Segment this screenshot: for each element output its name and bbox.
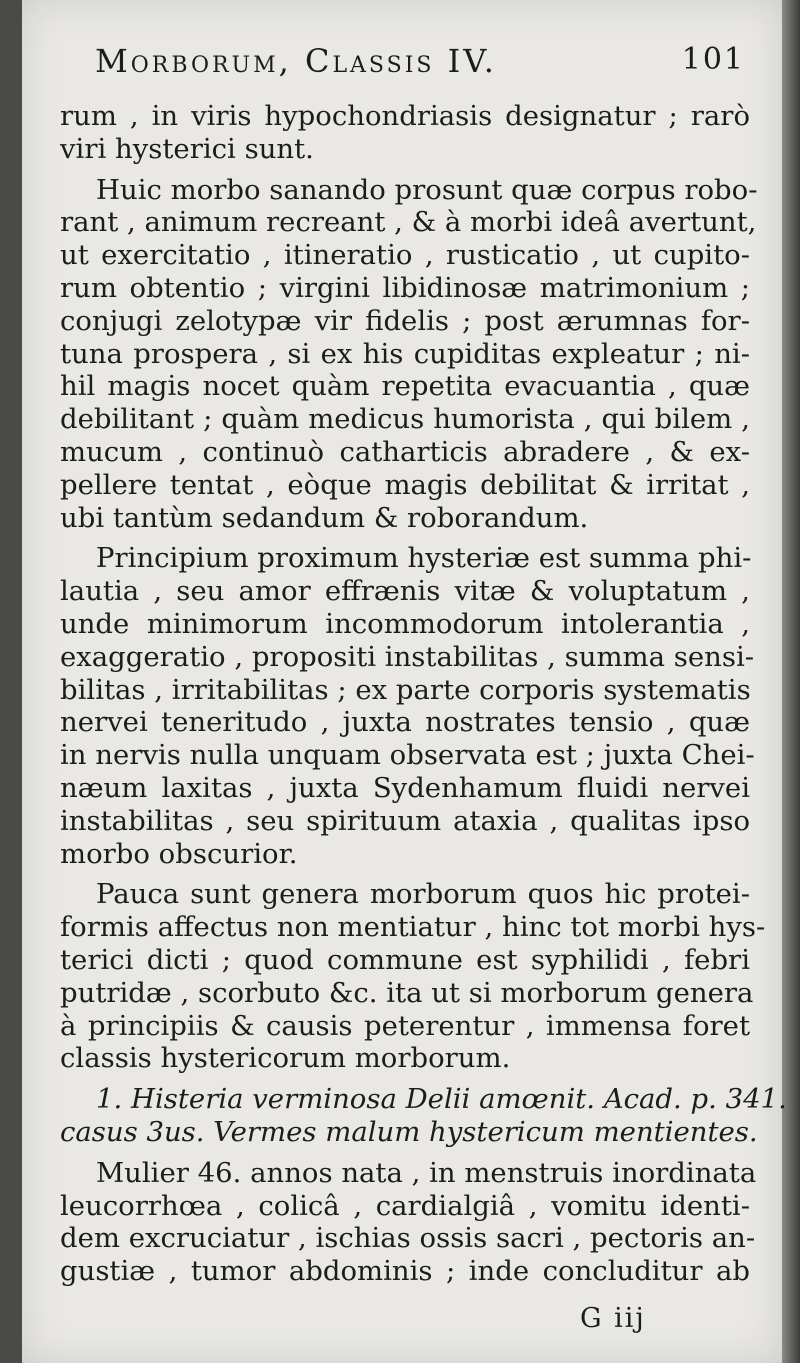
text-line: in nervis nulla unquam observata est ; juxta Chei- [60,739,755,772]
text-line: mucum , continuò catharticis abradere , & ex- [60,435,750,468]
text-line: pellere tentat , eòque magis debilitat & irritat , [60,468,750,501]
text-line: rum , in viris hypochondriasis designatur ; rarò [60,100,750,132]
text-line: instabilitas , seu spirituum ataxia , qualitas ipso [60,804,750,837]
text-line: terici dicti ; quod commune est syphilidi , febri [60,943,750,976]
text-line: næum laxitas , juxta Sydenhamum fluidi nervei [60,771,750,804]
text-line: rant , animum recreant , & à morbi ideâ avertunt, [60,206,757,239]
text-line: putridæ , scorbuto &c. ita ut si morborum genera [60,976,754,1009]
text-line: dem excruciatur , ischias ossis sacri , pectoris an- [60,1222,756,1255]
page-header [95,42,745,92]
page-number: 101 [681,42,745,77]
text-line: Principium proximum hysteriæ est summa phi- [96,542,752,575]
text-line: gustiæ , tumor abdominis ; inde concluditur ab [60,1255,750,1288]
signature-mark: G iij [580,1303,646,1334]
text-line: formis affectus non mentiatur , hinc tot morbi hys- [60,911,766,944]
text-line: à principiis & causis peterentur , immensa foret [60,1009,750,1042]
running-title: Morborum, Classis IV. [95,42,497,80]
text-line: unde minimorum incommodorum intolerantia , [60,607,750,640]
text-line: bilitas , irritabilitas ; ex parte corporis systematis [60,673,751,706]
text-line: Mulier 46. annos nata , in menstruis inordinata [96,1156,757,1189]
text-line: classis hystericorum morborum. [60,1042,511,1075]
case-heading-line: casus 3us. Vermes malum hystericum mentientes. [60,1115,758,1148]
text-line: Huic morbo sanando prosunt quæ corpus robo- [96,173,758,206]
text-line: leucorrhœa , colicâ , cardialgiâ , vomitu identi- [60,1189,750,1222]
text-line: conjugi zelotypæ vir fidelis ; post ærumnas for- [60,304,750,337]
text-line: exaggeratio , propositi instabilitas , summa sensi- [60,640,755,673]
text-line: hil magis nocet quàm repetita evacuantia , quæ [60,370,750,403]
text-line: rum obtentio ; virgini libidinosæ matrimonium ; [60,271,750,304]
text-line: debilitant ; quàm medicus humorista , qui bilem , [60,403,750,436]
text-line: lautia , seu amor effrænis vitæ & voluptatum , [60,575,750,608]
text-line: viri hysterici sunt. [60,132,314,165]
text-line: ut exercitatio , itineratio , rusticatio , ut cupito- [60,239,750,272]
text-line: Pauca sunt genera morborum quos hic protei- [96,878,750,911]
text-line: ubi tantùm sedandum & roborandum. [60,501,589,534]
case-heading-line: 1. Histeria verminosa Delii amœnit. Acad. p. 341. [96,1083,787,1116]
text-line: morbo obscurior. [60,837,298,870]
body-text [60,100,787,1288]
text-line: nervei teneritudo , juxta nostrates tensio , quæ [60,706,750,739]
page-edge [782,0,800,1363]
text-line: tuna prospera , si ex his cupiditas expleatur ; ni- [60,337,750,370]
